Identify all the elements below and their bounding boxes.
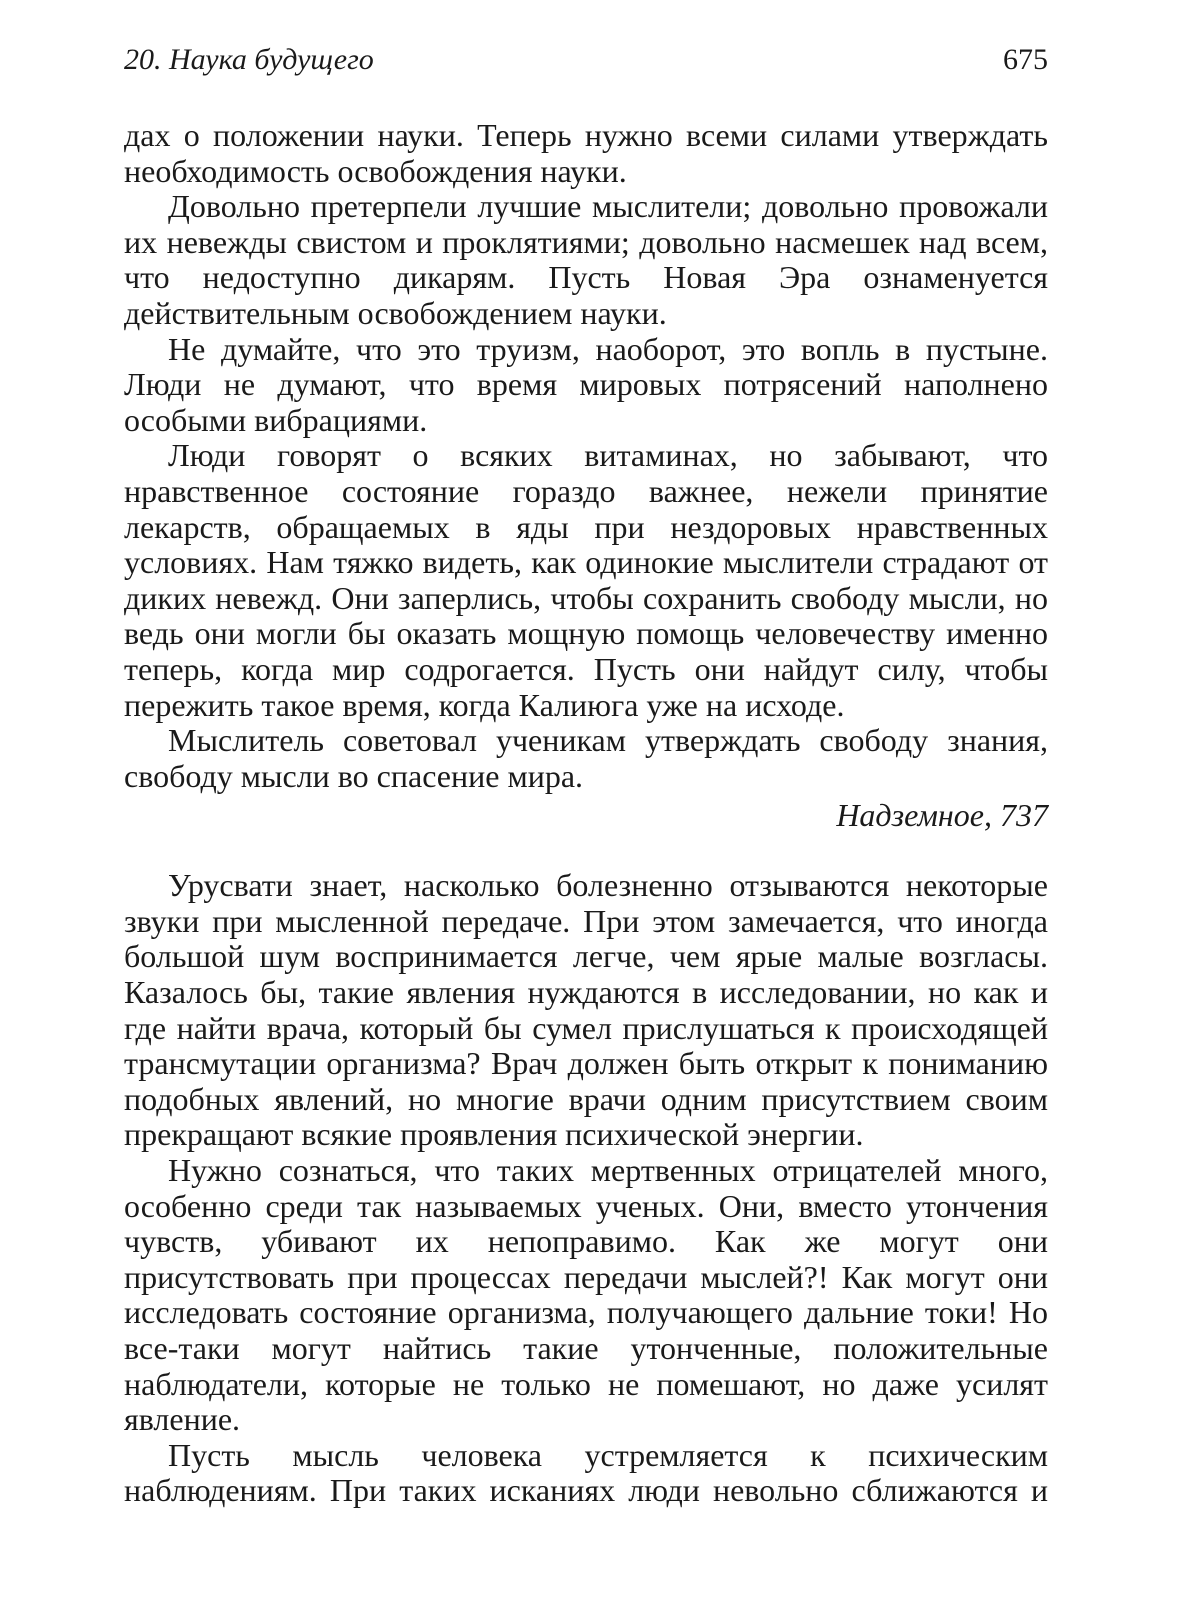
body-text — [124, 118, 1048, 1509]
section-gap — [124, 850, 1048, 868]
source-reference: Надземное, 737 — [836, 797, 1048, 834]
paragraph: Довольно претерпели лучшие мыслители; довольно провожали их невежды свистом и проклятиями; довольно насмешек над всем, что недоступно дикарям. Пусть Новая Эра ознаменуется действительным освобождением науки. — [124, 188, 1048, 331]
paragraph: дах о положении науки. Теперь нужно всеми силами утверждать необходимость освобождения науки. — [124, 117, 1048, 189]
paragraph: Не думайте, что это труизм, наоборот, это вопль в пустыне. Люди не думают, что время мировых потрясений наполнено особыми вибрациями. — [124, 330, 1048, 438]
paragraph: Пусть мысль человека устремляется к психическим наблюдениям. При таких исканиях люди невольно сближаются и — [124, 1436, 1048, 1509]
running-header — [124, 38, 1048, 82]
paragraph: Нужно сознаться, что таких мертвенных отрицателей много, особенно среди так называемых ученых. Они, вместо утончения чувств, убивают их непоправимо. Как же могут они присутствовать при процессах передачи мыслей?! Как могут они исследовать состояние организма, получающего дальние токи! Но все-таки могут найтись такие утонченные, положительные наблюдатели, которые не только не помешают, но даже усилят явление. — [124, 1152, 1048, 1438]
paragraph: Урусвати знает, насколько болезненно отзываются некоторые звуки при мысленной передаче. При этом замечается, что иногда большой шум воспринимается легче, чем ярые малые возгласы. Казалось бы, такие явления нуждаются в исследовании, но как и где найти врача, который бы сумел прислушаться к происходящей трансмутации организма? Врач должен быть открыт к пониманию подобных явлений, но многие врачи одним присутствием своим прекращают всякие проявления психической энергии. — [124, 867, 1048, 1153]
paragraph: Мыслитель советовал ученикам утверждать свободу знания, свободу мысли во спасение мира. — [124, 722, 1048, 794]
chapter-title: 20. Наука будущего — [124, 43, 374, 76]
page-number: 675 — [1003, 43, 1048, 76]
paragraph: Люди говорят о всяких витаминах, но забывают, что нравственное состояние гораздо важнее, нежели принятие лекарств, обращаемых в яды при нездоровых нравственных условиях. Нам тяжко видеть, как одинокие мыслители страдают от диких невежд. Они заперлись, чтобы сохранить свободу мысли, но ведь они могли бы оказать мощную помощь человечеству именно теперь, когда мир содрогается. Пусть они найдут силу, чтобы пережить такое время, когда Калиюга уже на исходе. — [124, 437, 1048, 723]
